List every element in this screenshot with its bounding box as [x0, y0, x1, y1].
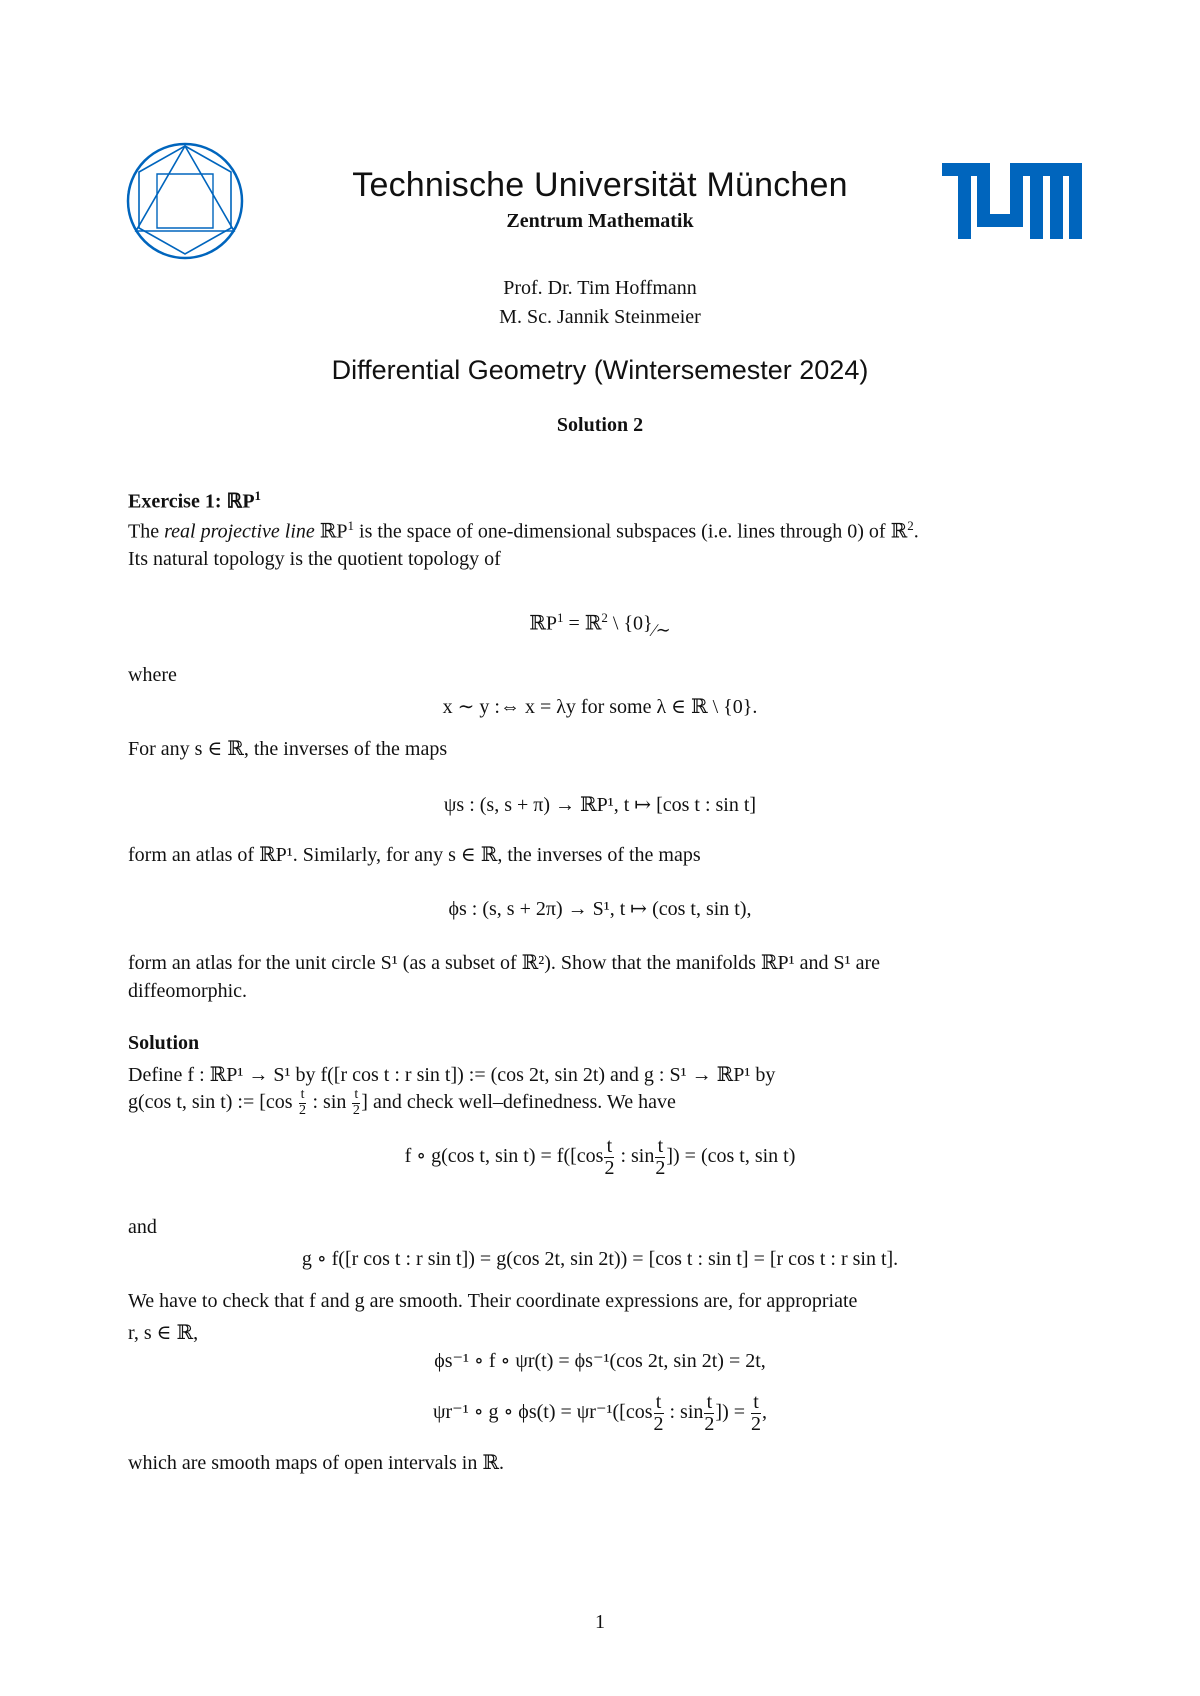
- eq1-set: \ {0}: [607, 612, 653, 635]
- equation-equivalence: x ∼ y :⇔ x = λy for some λ ∈ ℝ \ {0}.: [442, 696, 758, 718]
- equation-phi-chart: ϕs : (s, s + 2π) → S¹, t ↦ (cos t, sin t),: [448, 898, 752, 920]
- solution-title: Solution: [128, 1032, 200, 1054]
- eq5-fraction-1-num: t: [604, 1136, 614, 1158]
- department-name: Zentrum Mathematik: [506, 210, 694, 232]
- page-number: 1: [595, 1611, 605, 1633]
- inline-fraction-2: [352, 1088, 360, 1118]
- exercise-paragraph-2: Its natural topology is the quotient topology of: [128, 548, 501, 570]
- eq5-b: : sin: [615, 1145, 655, 1168]
- eq5-fraction-1-den: 2: [604, 1157, 615, 1179]
- eq8-fraction-1: [654, 1392, 664, 1435]
- equation-quotient: [0, 610, 1200, 640]
- solution-paragraph-1b: [128, 1088, 676, 1118]
- eq8-fraction-3: [751, 1392, 761, 1435]
- exercise-paragraph-3: For any s ∈ ℝ, the inverses of the maps: [128, 738, 448, 760]
- eq1-quotient: ∕∼: [652, 619, 671, 640]
- and-text: and: [128, 1216, 157, 1238]
- p1-c-sup: 2: [907, 518, 914, 533]
- exercise-paragraph-4: form an atlas of ℝP¹. Similarly, for any s ∈ ℝ, the inverses of the maps: [128, 844, 701, 866]
- eq8-fraction-1-num: t: [654, 1392, 664, 1414]
- professor-name: Prof. Dr. Tim Hoffmann: [503, 277, 697, 299]
- p1-c: is the space of one-dimensional subspaces (i.e. lines through 0) of ℝ: [354, 520, 908, 543]
- equation-g-of-f: g ∘ f([r cos t : r sin t]) = g(cos 2t, sin 2t)) = [cos t : sin t] = [r cos t : r sin t].: [301, 1248, 899, 1270]
- eq8-fraction-2-num: t: [704, 1392, 714, 1414]
- p1-a: The: [128, 520, 165, 543]
- where-text: where: [128, 664, 177, 686]
- solution-paragraph-2b: r, s ∈ ℝ,: [128, 1322, 199, 1344]
- inline-fraction-1: [299, 1088, 307, 1118]
- eq5-a: f ∘ g(cos t, sin t) = f([cos: [404, 1145, 604, 1168]
- eq1-left-sup: 1: [556, 610, 564, 625]
- inline-fraction-2-num: t: [354, 1087, 359, 1102]
- p1-b: ℝP: [314, 520, 348, 543]
- eq5-fraction-1: [604, 1136, 614, 1179]
- eq8-a: ψr⁻¹ ∘ g ∘ ϕs(t) = ψr⁻¹([cos: [432, 1401, 653, 1424]
- s1b-post: ] and check well–definedness. We have: [361, 1090, 676, 1113]
- p1-italic: real projective line: [164, 520, 315, 543]
- sheet-title: Solution 2: [556, 414, 644, 436]
- s1b-mid: : sin: [307, 1090, 352, 1113]
- s1b-pre: g(cos t, sin t) := [cos: [128, 1090, 298, 1113]
- eq8-fraction-3-num: t: [751, 1392, 761, 1414]
- course-title: Differential Geometry (Wintersemester 2024): [331, 355, 869, 385]
- exercise-paragraph-1: [128, 518, 919, 544]
- inline-fraction-2-den: 2: [352, 1102, 360, 1118]
- eq1-right-sup: 2: [601, 610, 608, 625]
- solution-paragraph-3: which are smooth maps of open intervals in ℝ.: [128, 1452, 504, 1474]
- eq8-fraction-2: [704, 1392, 714, 1435]
- p1-b-sup: 1: [347, 518, 355, 533]
- inline-fraction-1-den: 2: [299, 1102, 307, 1118]
- inline-fraction-1-num: t: [300, 1087, 305, 1102]
- exercise-paragraph-5b: diffeomorphic.: [128, 980, 248, 1002]
- eq8-c: ]) =: [715, 1401, 751, 1424]
- assistant-name: M. Sc. Jannik Steinmeier: [499, 306, 701, 328]
- eq5-fraction-2-num: t: [655, 1136, 665, 1158]
- eq8-fraction-3-den: 2: [751, 1413, 762, 1435]
- eq5-fraction-2: [655, 1136, 665, 1179]
- eq8-b: : sin: [664, 1401, 704, 1424]
- eq5-fraction-2-den: 2: [655, 1157, 666, 1179]
- eq1-right: = ℝ: [563, 612, 602, 635]
- eq8-fraction-1-den: 2: [653, 1413, 664, 1435]
- exercise-title-sup: 1: [254, 488, 262, 503]
- exercise-paragraph-5a: form an atlas for the unit circle S¹ (as a subset of ℝ²). Show that the manifolds ℝP¹ and S¹ are: [128, 952, 881, 974]
- eq1-left: ℝP: [529, 612, 557, 635]
- eq8-d: ,: [762, 1401, 768, 1424]
- equation-psi-chart: ψs : (s, s + π) → ℝP¹, t ↦ [cos t : sin t]: [443, 794, 757, 816]
- equation-f-of-g: [0, 1136, 1200, 1179]
- eq8-fraction-2-den: 2: [704, 1413, 715, 1435]
- exercise-title: [128, 488, 261, 514]
- equation-coordinate-g: [0, 1392, 1200, 1435]
- solution-paragraph-1a: Define f : ℝP¹ → S¹ by f([r cos t : r sin t]) := (cos 2t, sin 2t) and g : S¹ → ℝP¹ by: [128, 1064, 776, 1086]
- eq5-c: ]) = (cos t, sin t): [666, 1145, 796, 1168]
- university-name: Technische Universität München: [352, 166, 848, 204]
- exercise-title-text: Exercise 1: ℝP: [128, 490, 255, 513]
- equation-coordinate-f: ϕs⁻¹ ∘ f ∘ ψr(t) = ϕs⁻¹(cos 2t, sin 2t) = 2t,: [434, 1350, 766, 1372]
- solution-paragraph-2a: We have to check that f and g are smooth. Their coordinate expressions are, for appropriate: [128, 1290, 858, 1312]
- p1-d: .: [913, 520, 919, 543]
